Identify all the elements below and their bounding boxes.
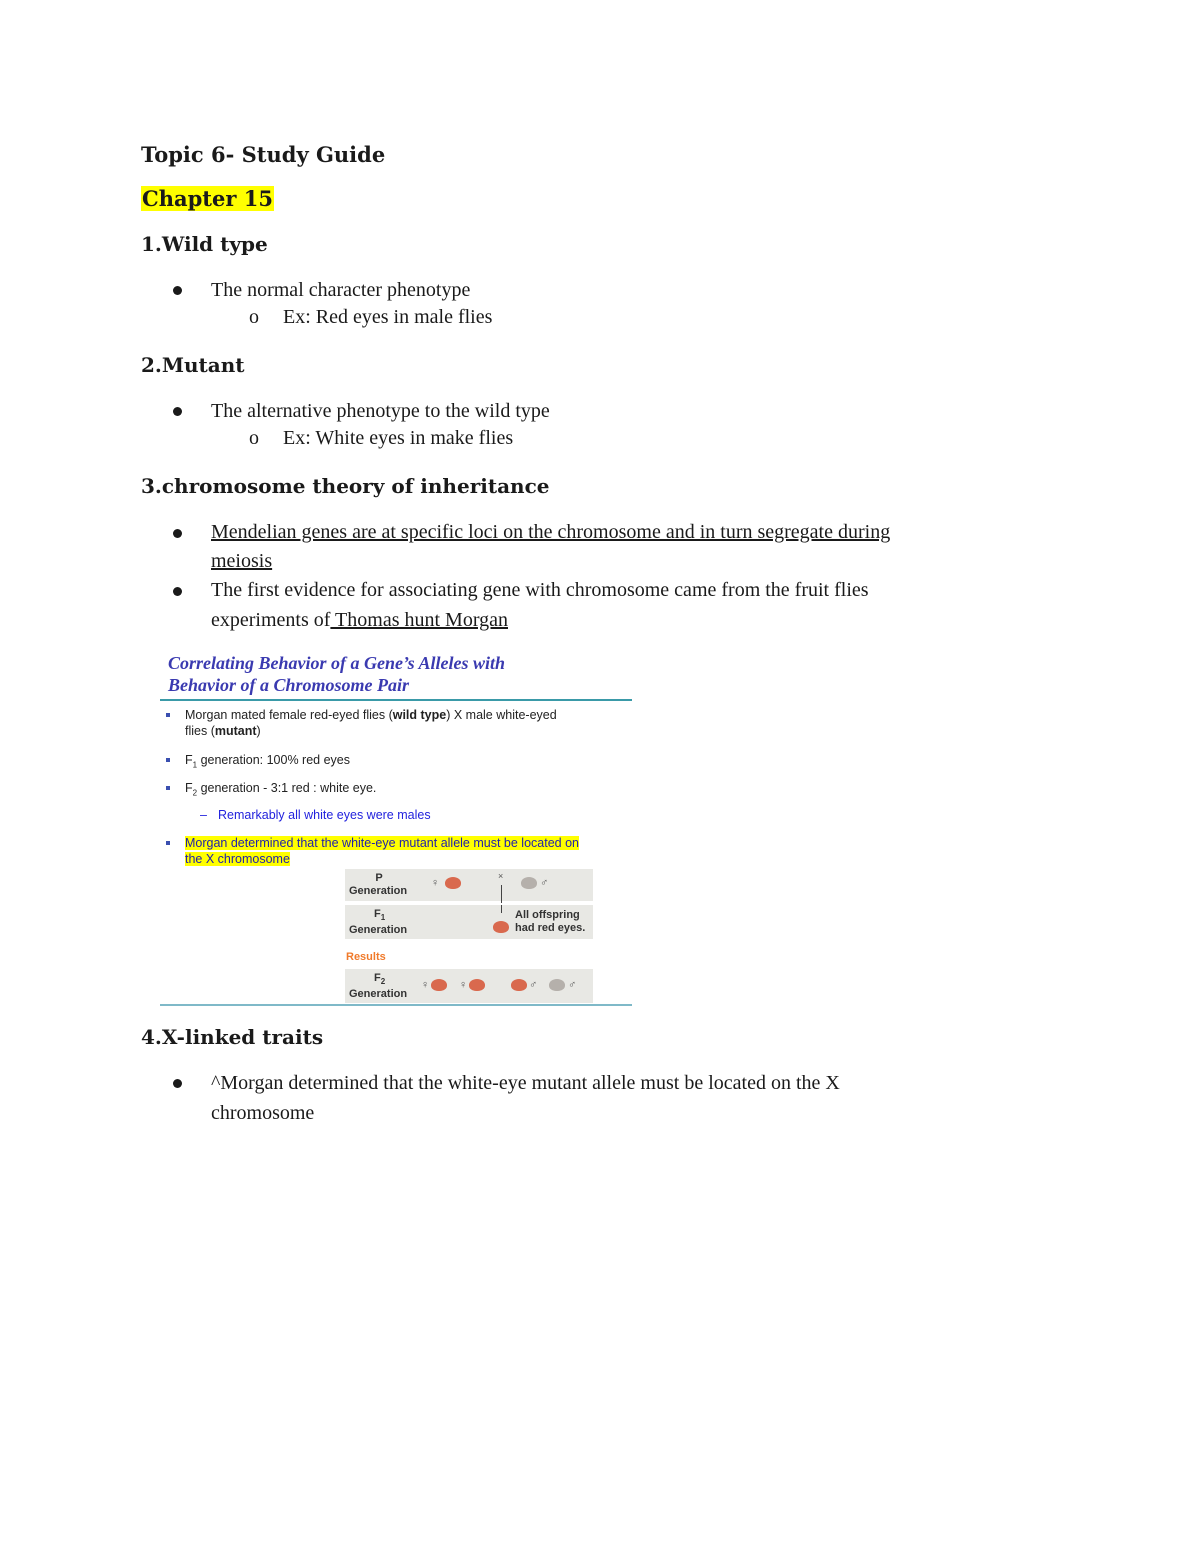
white-eyed-fly-icon	[521, 877, 537, 889]
f1-generation-row: $F_1$ Generation All offspring had red eyes.	[345, 905, 593, 939]
results-label: Results	[346, 951, 386, 963]
female-symbol: ♀	[459, 979, 468, 991]
sub-bullet-marker: o	[249, 306, 259, 328]
bullet-icon	[173, 529, 182, 538]
red-eyed-fly-icon	[493, 921, 509, 933]
sub-bullet-marker: o	[249, 427, 259, 449]
red-eyed-fly-icon	[431, 979, 447, 991]
female-symbol: ♀	[431, 877, 440, 889]
bullet-text: The alternative phenotype to the wild type	[211, 400, 550, 422]
slide-bullet-2: $F_1$ generation: 100% red eyes	[185, 753, 350, 770]
slide-title-line2: Behavior of a Chromosome Pair	[168, 675, 410, 695]
red-eyed-fly-icon	[445, 877, 461, 889]
cross-symbol: ×	[498, 871, 504, 881]
slide-bullet-icon	[166, 713, 170, 717]
section-heading-mutant: 2.Mutant	[141, 353, 245, 377]
female-symbol: ♀	[421, 979, 430, 991]
male-symbol: ♂	[529, 979, 538, 991]
sub-bullet-text: Ex: Red eyes in male flies	[283, 306, 493, 328]
bullet-text: ^Morgan determined that the white-eye mutant allele must be located on the X	[211, 1072, 840, 1094]
bullet-text-underlined: Mendelian genes are at specific loci on the chromosome and in turn segregate during	[211, 521, 891, 543]
bullet-text-prefix: experiments of	[211, 609, 331, 631]
slide-bullet-icon	[166, 841, 170, 845]
arrow-down-icon	[501, 905, 502, 913]
slide-sub-bullet-marker: –	[200, 808, 207, 822]
bullet-text: The normal character phenotype	[211, 279, 471, 301]
morgan-underlined-name: Thomas hunt Morgan	[330, 609, 508, 631]
bullet-text-continued: chromosome	[211, 1102, 315, 1124]
offspring-result-text: All offspring had red eyes.	[515, 909, 586, 934]
chapter-heading-highlighted: Chapter 15	[142, 186, 273, 211]
slide-bullet-4-highlighted: Morgan determined that the white-eye mutant allele must be located on the X chromosome	[185, 836, 579, 866]
red-eyed-fly-icon	[469, 979, 485, 991]
document-title: Topic 6- Study Guide	[141, 142, 386, 167]
f2-generation-row: $F_2$ Generation ♀ ♀ ♂ ♂	[345, 969, 593, 1003]
slide-sub-bullet-text: Remarkably all white eyes were males	[218, 808, 431, 822]
slide-bullet-icon	[166, 786, 170, 790]
section-heading-x-linked: 4.X-linked traits	[141, 1025, 324, 1049]
male-symbol: ♂	[568, 979, 577, 991]
cross-arrow-icon	[501, 885, 502, 903]
bullet-text-continued	[211, 606, 508, 635]
p-generation-row: P Generation ♀ × ♂	[345, 869, 593, 901]
bullet-icon	[173, 1079, 182, 1088]
sub-bullet-text: Ex: White eyes in make flies	[283, 427, 514, 449]
slide-bullet-3: $F_2$ generation - 3:1 red : white eye.	[185, 781, 377, 798]
slide-bullet-1: Morgan mated female red-eyed flies (wild type) X male white-eyed flies (mutant)	[185, 708, 557, 738]
slide-title-line1: Correlating Behavior of a Gene’s Alleles with	[168, 653, 506, 673]
slide-title	[168, 652, 505, 696]
bullet-text-underlined-continued: meiosis	[211, 550, 273, 572]
bullet-icon	[173, 587, 182, 596]
white-eyed-fly-icon	[549, 979, 565, 991]
slide-bottom-divider	[160, 1004, 632, 1006]
slide-bullet-icon	[166, 758, 170, 762]
red-eyed-fly-icon	[511, 979, 527, 991]
section-heading-wild-type: 1.Wild type	[141, 232, 268, 256]
embedded-slide-figure	[160, 648, 634, 1008]
male-symbol: ♂	[540, 877, 549, 889]
bullet-text: The first evidence for associating gene with chromosome came from the fruit flies	[211, 579, 869, 601]
section-heading-chromosome-theory: 3.chromosome theory of inheritance	[141, 474, 550, 498]
slide-divider	[160, 699, 632, 701]
bullet-icon	[173, 407, 182, 416]
bullet-icon	[173, 286, 182, 295]
